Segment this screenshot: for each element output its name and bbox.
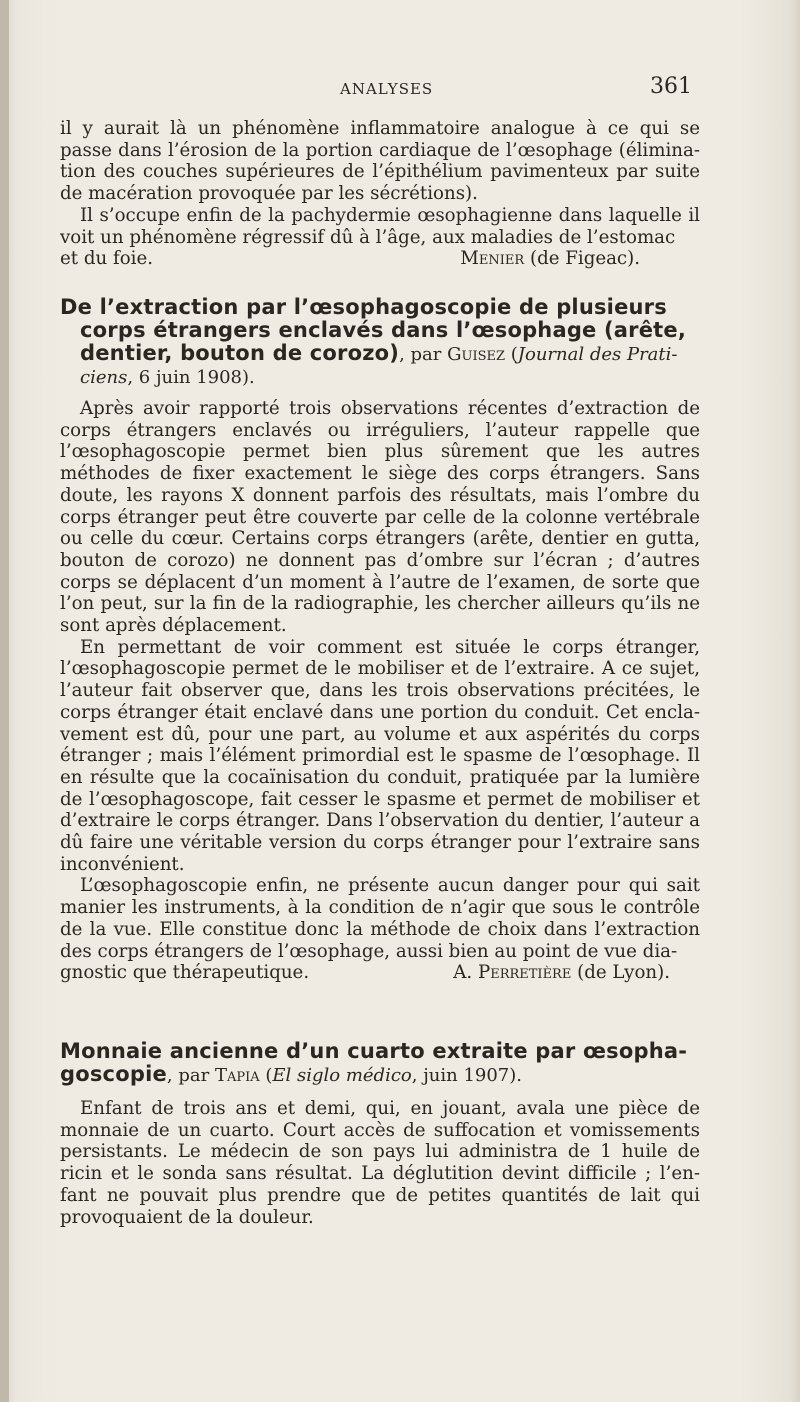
signature [460, 248, 700, 270]
paragraph [60, 875, 700, 962]
article-title-1 [60, 296, 700, 389]
paragraph [60, 637, 700, 876]
text-line: de la vue. Elle constitue donc la méthode de choix dans l’extraction [60, 918, 700, 940]
source: Journal des Prati- [517, 344, 678, 365]
text-line: tion des couches supérieures de l’épithélium pavimenteux par suite [60, 161, 700, 183]
text-line: passe dans l’érosion de la portion cardiaque de l’œsophage (élimina- [60, 139, 700, 161]
signature-place: (de Figeac). [529, 248, 640, 270]
text-line: il y aurait là un phénomène inflammatoire analogue à ce qui se [60, 118, 700, 139]
text-line: méthodes de fixer exactement le siège des corps étrangers. Sans [60, 463, 700, 485]
text-line: vement est dû, pour une part, au volume et aux aspérités du corps [60, 723, 700, 745]
text-line: corps étranger peut être couverte par celle de la colonne vertébrale [60, 506, 700, 528]
signature-name: Perretière [477, 962, 572, 984]
text-line: de corps étrangers enclavés ou irréguliers, l’auteur rappelle que [60, 398, 700, 441]
byline: , par [399, 344, 448, 365]
signature-line [60, 248, 700, 270]
text-line: fant ne pouvait plus prendre que de petites quantités de lait qui [60, 1184, 700, 1206]
title-line: De l’extraction par l’œsophagoscopie de plusieurs [60, 295, 667, 319]
text-line: l’on peut, sur la fin de la radiographie, les chercher ailleurs qu’ils [60, 593, 672, 615]
article-body-2 [60, 1098, 700, 1228]
text-line: doute, les rayons X donnent parfois des résultats, mais l’ombre du [60, 484, 700, 506]
text-line: corps se déplacent d’un moment à l’autre de l’examen, de sorte que [60, 571, 700, 593]
title-line: corps étrangers enclavés dans l’œsophage (arête, [80, 318, 687, 342]
continuation-text [60, 118, 700, 270]
text-line: manier les instruments, à la condition de n’agir que sous le contrôle [60, 897, 700, 919]
text-line: sans inconvénient. [60, 832, 700, 875]
text-line: provoquaient de la douleur. [60, 1206, 314, 1228]
byline: , par [166, 1065, 215, 1086]
date: , 6 juin 1908). [127, 367, 255, 388]
text-line: persistants. Le médecin de son pays lui administra de 1 huile de [60, 1141, 700, 1163]
text-line: de macération provoquée par les sécrétions). [60, 183, 478, 205]
text-line: a dû faire une véritable version du corps étranger pour l’extraire [60, 810, 700, 854]
text-line: et du foie. [60, 248, 154, 270]
paragraph [60, 398, 700, 637]
title-text: goscopie [60, 1062, 167, 1086]
text-line: ou celle du cœur. Certains corps étrangers (arête, dentier en gutta, [60, 528, 700, 550]
title-line: Monnaie ancienne d’un cuarto extraite par œsopha- [60, 1039, 688, 1063]
signature [453, 962, 700, 984]
text-line: des corps étrangers de l’œsophage, aussi bien au point de vue dia- [60, 940, 678, 962]
text-line: d’extraire le corps étranger. Dans l’observation du dentier, l’auteur [60, 810, 684, 832]
text-line: bouton de corozo) ne donnent pas d’ombre sur l’écran ; d’autres [60, 549, 700, 571]
title-line: goscopie, par Tapia (El siglo médico, juin 1907). [60, 1062, 522, 1086]
text-line: ricin et le sonda sans résultat. La déglutition devint difficile ; l’en- [60, 1163, 700, 1185]
source: El siglo médico [272, 1065, 412, 1086]
text-line: corps étranger était enclavé dans une portion du conduit. Cet encla- [60, 701, 700, 723]
running-title: ANALYSES [340, 80, 434, 98]
source: ciens [80, 367, 128, 388]
signature-initial: A. [453, 962, 473, 984]
text-line: en résulte que la cocaïnisation du conduit, pratiquée par la lumière [60, 766, 700, 788]
paragraph [60, 118, 700, 205]
text-line: il voit un phénomène régressif dû à l’âge, aux maladies de l’estomac [60, 204, 700, 248]
text-line: Il s’occupe enfin de la pachydermie œsophagienne dans laquelle [80, 204, 682, 226]
author: Guisez [447, 344, 506, 365]
page-header [60, 74, 700, 104]
text-line: Enfant de trois ans et demi, qui, en jouant, avala une pièce de [80, 1098, 700, 1119]
signature-name: Menier [460, 248, 525, 270]
text-line: L’œsophagoscopie enfin, ne présente aucun danger pour qui sait [80, 875, 700, 897]
text-line: l’auteur fait observer que, dans les trois observations précitées, le [60, 680, 700, 702]
page-spine-shadow [0, 0, 9, 1402]
text-line: En permettant de voir comment est située le corps étranger, [80, 636, 700, 658]
text-line: Après avoir rapporté trois observations récentes d’extraction [80, 398, 669, 419]
text-line: étranger ; mais l’élément primordial est le spasme de l’œsophage. Il [60, 745, 700, 767]
title-line: dentier, bouton de corozo), par Guisez (Journal des Prati- [80, 341, 678, 365]
page-number: 361 [650, 74, 692, 99]
text-line: monnaie de un cuarto. Court accès de suffocation et vomissements [60, 1119, 700, 1141]
date: , juin 1907). [411, 1065, 522, 1086]
author: Tapia [214, 1065, 260, 1086]
title-line [60, 366, 700, 389]
text-line: l’œsophagoscopie permet bien plus sûrement que les autres [60, 441, 700, 463]
signature-line [60, 962, 700, 984]
article-title-2 [60, 1040, 700, 1087]
text-line: de l’œsophagoscope, fait cesser le spasme et permet de mobiliser et [60, 788, 700, 810]
text-line: gnostic que thérapeutique. [60, 962, 310, 984]
signature-place: (de Lyon). [577, 962, 670, 984]
paragraph [60, 205, 700, 248]
article-body-1 [60, 398, 700, 984]
text-line: ne sont après déplacement. [60, 593, 700, 637]
paragraph [60, 1098, 700, 1228]
text-line: l’œsophagoscopie permet de le mobiliser et de l’extraire. A ce sujet, [60, 658, 700, 680]
title-text: dentier, bouton de corozo) [80, 341, 400, 365]
